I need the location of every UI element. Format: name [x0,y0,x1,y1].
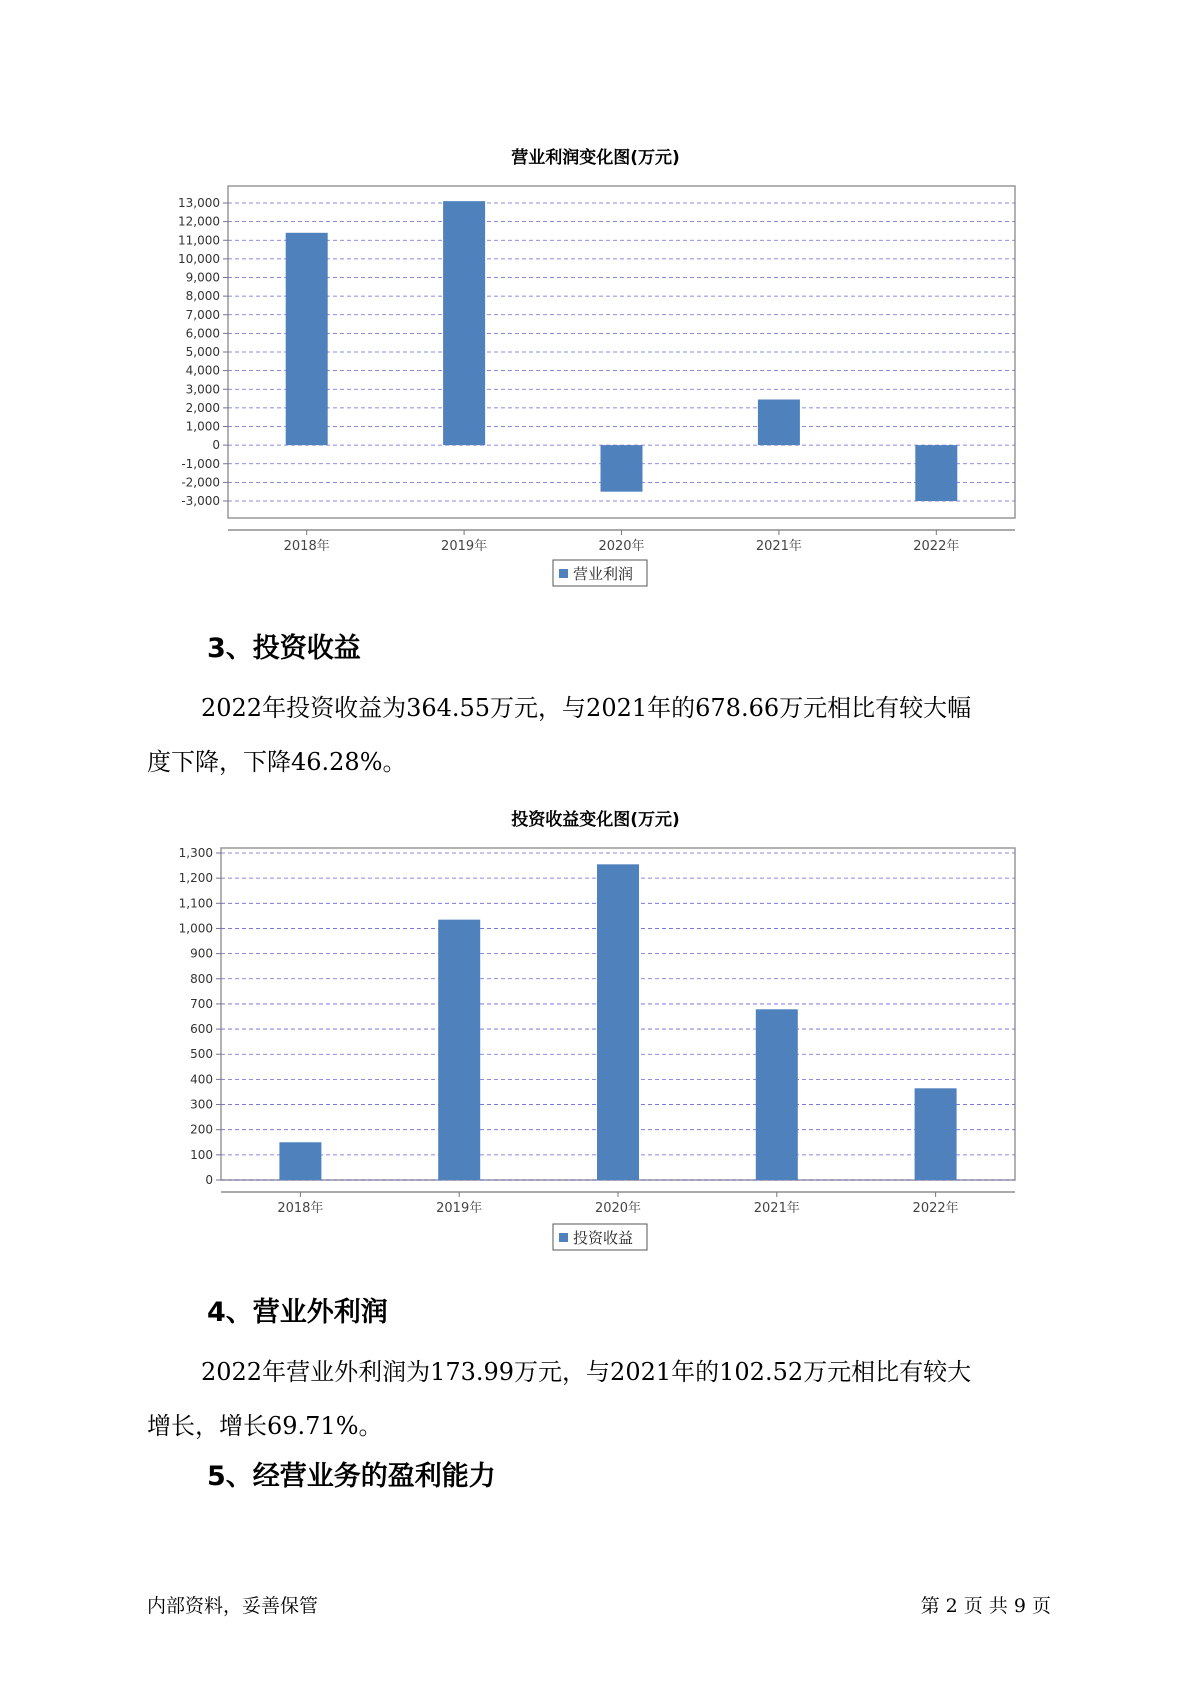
x-tick-label: 2022年 [912,1201,959,1216]
y-tick-label: 2,000 [185,400,220,415]
y-tick-label: 1,000 [178,921,213,936]
section-4-heading: 4、营业外利润 [207,1297,388,1328]
y-tick-label: 5,000 [185,345,220,359]
x-tick-label: 2019年 [441,539,488,554]
y-tick-label: -2,000 [181,475,220,490]
bar-2022年 [915,445,957,501]
y-tick-label: 0 [212,438,220,453]
bar-2019年 [438,920,480,1180]
y-tick-label: 1,000 [185,419,220,434]
bar-2021年 [756,1009,798,1180]
y-tick-label: -1,000 [181,456,220,471]
x-tick-label: 2022年 [913,539,960,554]
y-tick-label: 300 [190,1097,213,1112]
y-tick-label: 9,000 [185,270,220,285]
chart2-title: 投资收益变化图(万元) [511,810,680,830]
y-tick-label: 12,000 [178,214,220,229]
y-tick-label: 800 [190,971,213,986]
investment-income-chart [0,600,1191,1260]
section-5-heading: 5、经营业务的盈利能力 [207,1461,496,1492]
y-tick-label: 700 [190,996,213,1011]
x-tick-label: 2018年 [283,539,330,554]
x-tick-label: 2021年 [755,539,802,554]
y-tick-label: 8,000 [185,289,220,304]
y-tick-label: 7,000 [185,307,220,322]
y-tick-label: 11,000 [178,233,220,248]
x-tick-label: 2019年 [436,1201,483,1216]
bar-2020年 [597,864,639,1180]
y-tick-label: 600 [190,1022,213,1037]
y-tick-label: -3,000 [181,494,220,508]
y-tick-label: 200 [190,1122,213,1137]
y-tick-label: 500 [190,1047,213,1062]
chart1-title: 营业利润变化图(万元) [511,148,680,168]
y-tick-label: 6,000 [185,326,220,341]
bar-2020年 [601,445,643,492]
legend-label: 投资收益 [573,1229,634,1247]
x-tick-label: 2020年 [598,539,645,554]
profit-chart [0,0,1191,600]
bar-2018年 [286,233,328,445]
y-tick-label: 1,200 [178,871,213,886]
section-4-paragraph [147,1345,1047,1453]
y-tick-label: 900 [190,946,213,961]
x-tick-label: 2020年 [594,1201,642,1216]
footer-confidential: 内部资料，妥善保管 [147,1595,319,1617]
footer-page-number: 第 2 页 共 9 页 [920,1595,1051,1617]
section-3-line-2: 度下降，下降46.28%。 [147,748,407,776]
y-tick-label: 400 [190,1072,213,1087]
bar-2021年 [758,399,800,445]
y-tick-label: 3,000 [185,382,220,397]
y-tick-label: 4,000 [185,363,220,378]
x-tick-label: 2021年 [753,1201,800,1216]
y-tick-label: 10,000 [178,251,220,266]
bar-2022年 [915,1088,957,1180]
y-tick-label: 1,300 [178,846,213,860]
legend-label: 营业利润 [573,565,634,583]
bar-2018年 [279,1142,321,1180]
x-tick-label: 2018年 [277,1201,324,1216]
legend-swatch [559,569,568,578]
legend-swatch [559,1233,568,1242]
y-tick-label: 0 [205,1173,213,1187]
bar-2019年 [443,201,485,445]
y-tick-label: 13,000 [178,196,220,210]
section-4-line-2: 增长，增长69.71%。 [147,1412,383,1440]
y-tick-label: 100 [190,1147,213,1162]
section-3-line-1: 2022年投资收益为364.55万元，与2021年的678.66万元相比有较大幅 [201,694,972,722]
section-4-line-1: 2022年营业外利润为173.99万元，与2021年的102.52万元相比有较大 [201,1358,972,1386]
y-tick-label: 1,100 [178,896,213,911]
section-3-heading: 3、投资收益 [207,633,361,664]
